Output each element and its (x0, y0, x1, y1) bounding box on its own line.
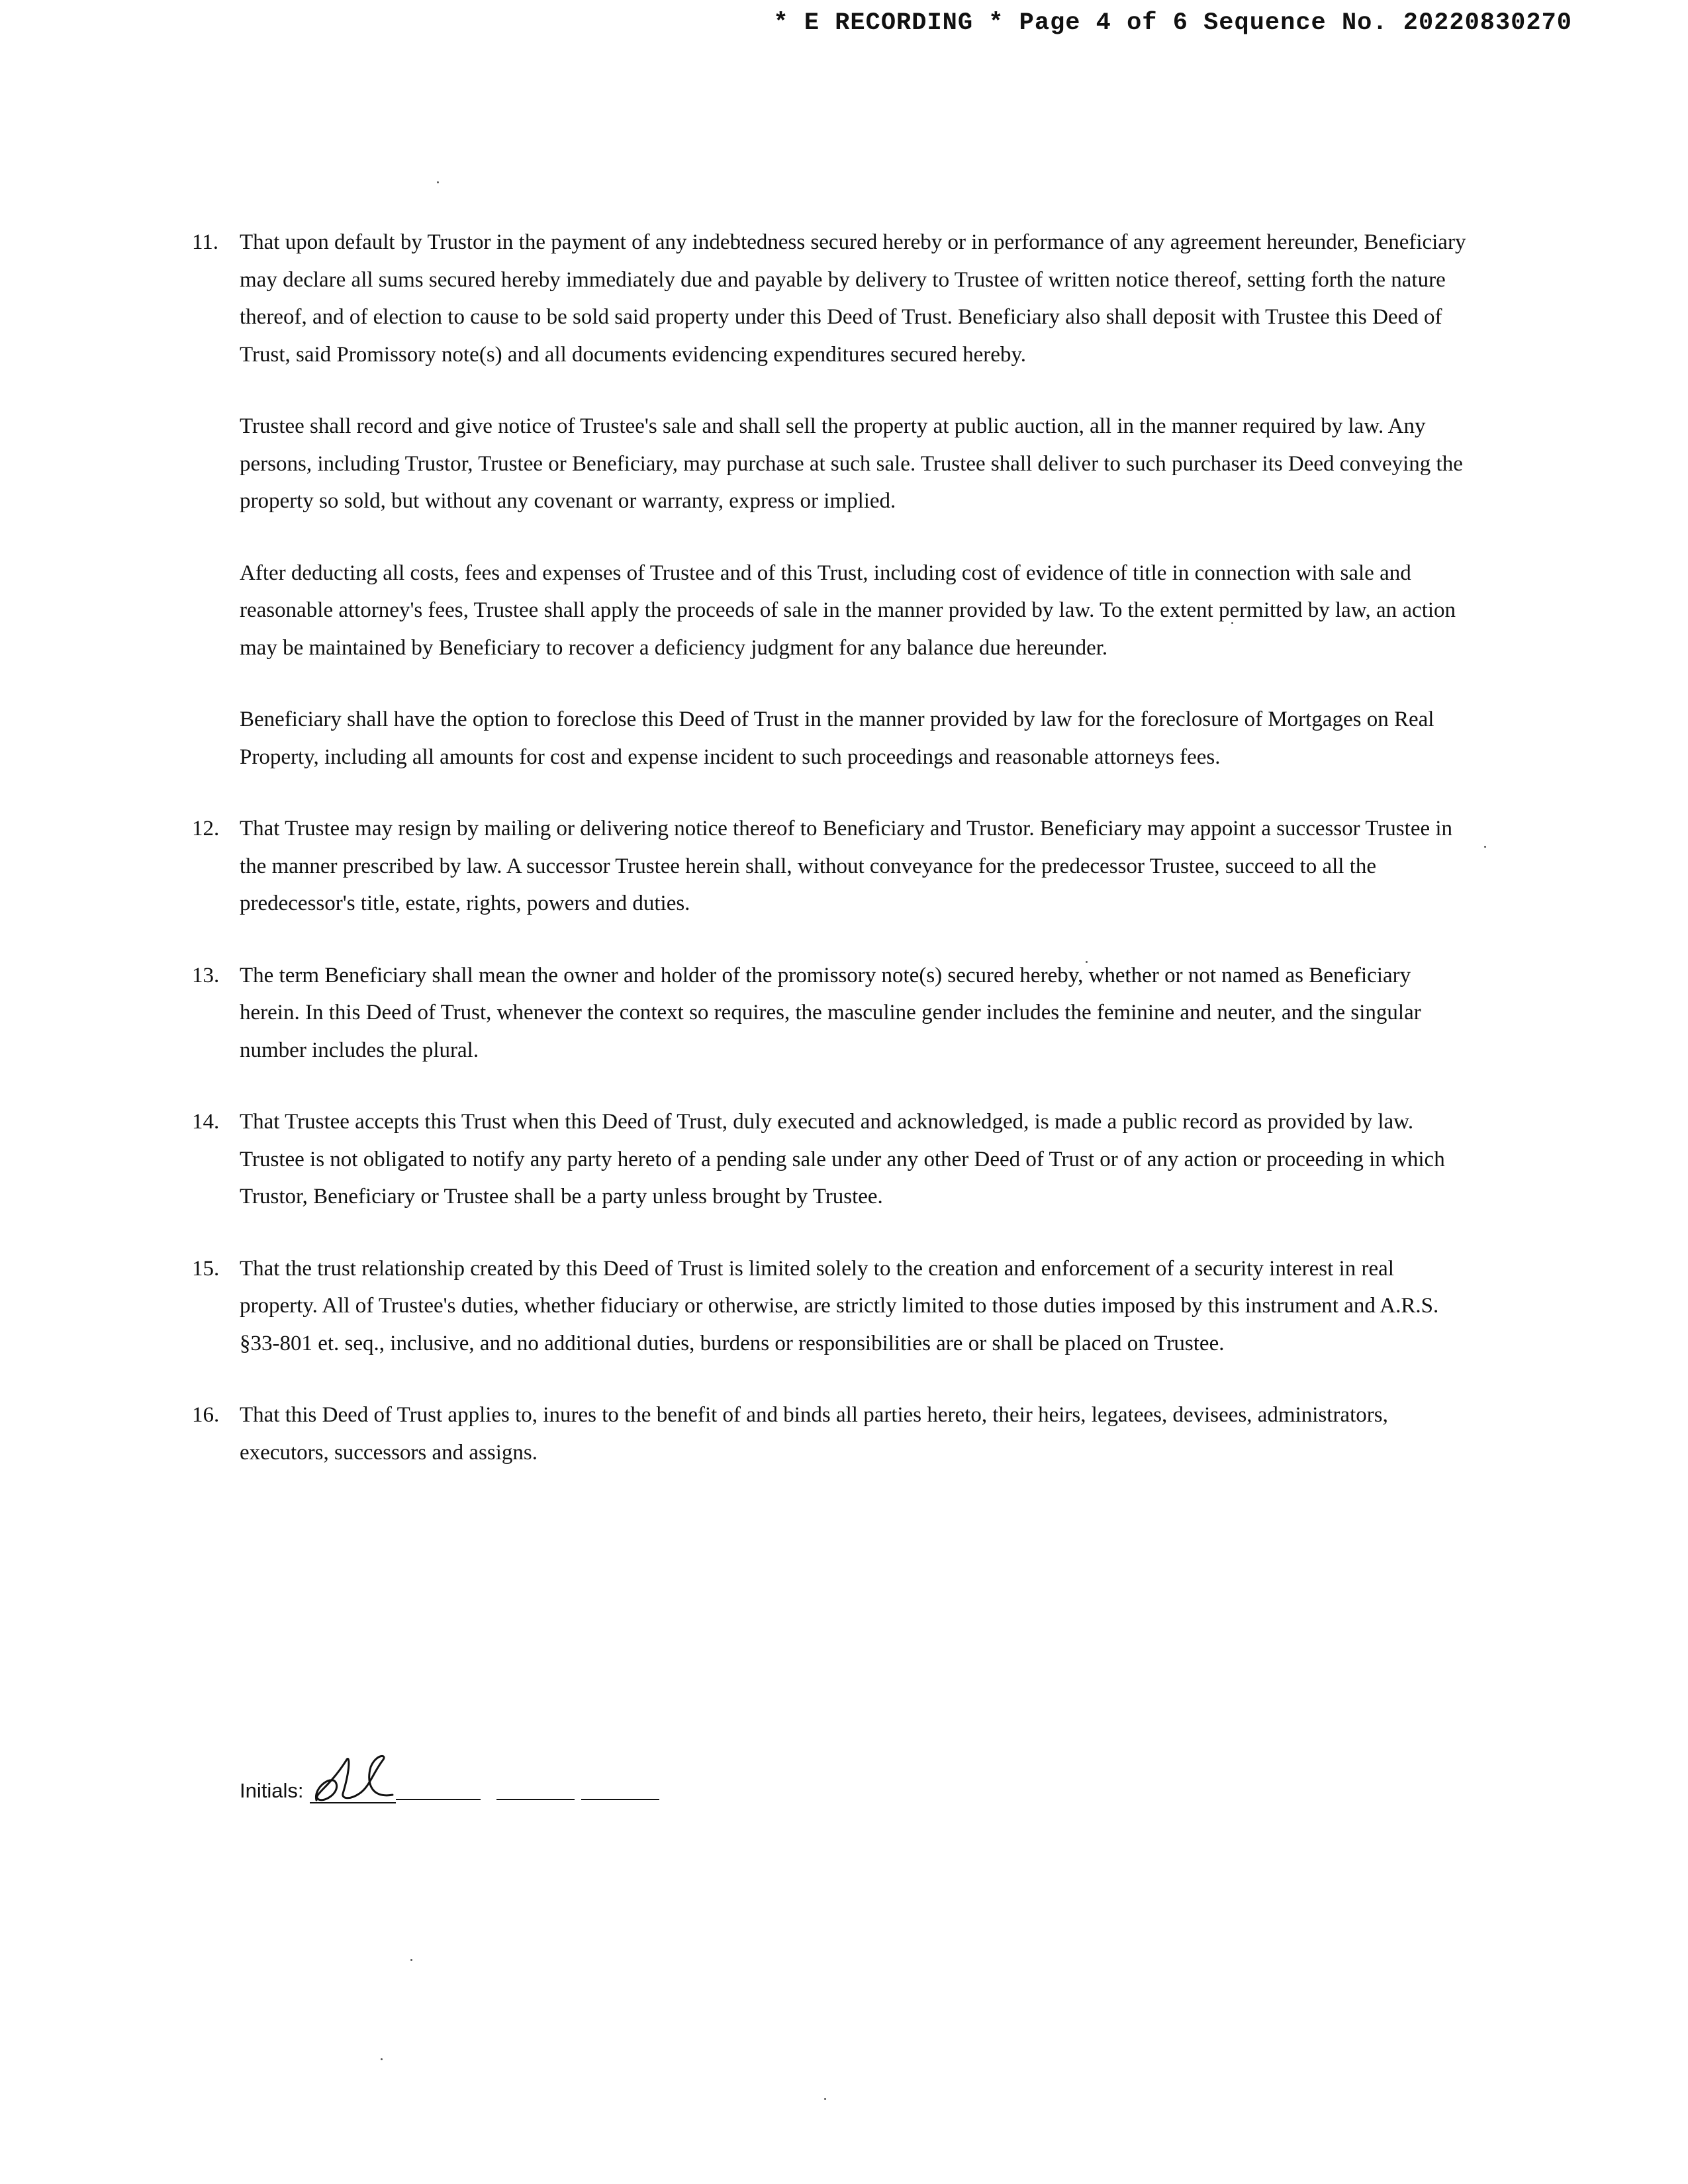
clause-number: 12. (192, 817, 220, 841)
clause-paragraph: That Trustee accepts this Trust when this Deed of Trust, duly executed and acknowledged, is made a public record as provided by law. Trustee is not obligated to notify any party hereto of a pending sale under any other Deed of Trust or of any action or proceeding in which Trustor, Beneficiary or Trustee shall be a party unless brought by Trustee. (240, 1110, 1445, 1208)
scan-speck (437, 181, 439, 183)
clause-paragraph: That the trust relationship created by this Deed of Trust is limited solely to the creation and enforcement of a security interest in real property. All of Trustee's duties, whether fiduciary or otherwise, are strictly limited to those duties imposed by this instrument and A.R.S. §33-801 et. seq., inclusive, and no additional duties, burdens or responsibilities are or shall be placed on Trustee. (240, 1256, 1439, 1355)
clause-number: 13. (192, 963, 220, 987)
recording-header: * E RECORDING * Page 4 of 6 Sequence No. 20220830270 (773, 9, 1572, 37)
clause-paragraph: Beneficiary shall have the option to foreclose this Deed of Trust in the manner provided by law for the foreclosure of Mortgages on Real Property, including all amounts for cost and expense incident to such proceedings and reasonable attorneys fees. (240, 707, 1434, 769)
scan-speck (1484, 846, 1486, 848)
clause-11-subparagraph (192, 408, 1470, 520)
initials-block (240, 1747, 659, 1807)
clause-15 (192, 1250, 1470, 1363)
clause-paragraph: That this Deed of Trust applies to, inures to the benefit of and binds all parties hereto, their heirs, legatees, devisees, administrators, executors, successors and assigns. (240, 1403, 1388, 1465)
initials-blank (396, 1798, 481, 1800)
initials-blank (496, 1798, 575, 1800)
initials-label: Initials: (240, 1779, 304, 1802)
clause-13 (192, 957, 1470, 1069)
scan-speck (410, 1959, 412, 1961)
scan-speck (1086, 961, 1088, 963)
scan-speck (1231, 622, 1233, 624)
clause-paragraph: After deducting all costs, fees and expenses of Trustee and of this Trust, including cost of evidence of title in connection with sale and reasonable attorney's fees, Trustee shall apply the proceeds of sale in the manner provided by law. To the extent permitted by law, an action may be maintained by Beneficiary to recover a deficiency judgment for any balance due hereunder. (240, 561, 1456, 660)
scan-speck (381, 2058, 383, 2060)
clause-16 (192, 1396, 1470, 1471)
initials-blank (581, 1798, 659, 1800)
clause-paragraph: That upon default by Trustor in the payment of any indebtedness secured hereby or in performance of any agreement hereunder, Beneficiary may declare all sums secured hereby immediately due and payable by delivery to Trustee of written notice thereof, setting forth the nature thereof, and of election to cause to be sold said property under this Deed of Trust. Beneficiary also shall deposit with Trustee this Deed of Trust, said Promissory note(s) and all documents evidencing expenditures secured hereby. (240, 230, 1466, 367)
handwritten-initials (310, 1747, 396, 1807)
clause-number: 16. (192, 1403, 220, 1427)
clause-number: 14. (192, 1110, 220, 1134)
handwritten-initials-icon (310, 1747, 396, 1807)
clause-11-subparagraph (192, 701, 1470, 776)
clause-12 (192, 810, 1470, 923)
clause-paragraph: Trustee shall record and give notice of Trustee's sale and shall sell the property at public auction, all in the manner required by law. Any persons, including Trustor, Trustee or Beneficiary, may purchase at such sale. Trustee shall deliver to such purchaser its Deed conveying the property so sold, but without any covenant or warranty, express or implied. (240, 414, 1463, 513)
clause-paragraph: That Trustee may resign by mailing or delivering notice thereof to Beneficiary and Trustor. Beneficiary may appoint a successor Trustee in the manner prescribed by law. A successor Trustee herein shall, without conveyance for the predecessor Trustee, succeed to all the predecessor's title, estate, rights, powers and duties. (240, 817, 1453, 915)
scan-speck (824, 2098, 826, 2100)
clause-11 (192, 224, 1470, 373)
clause-number: 11. (192, 230, 219, 254)
clause-11-subparagraph (192, 555, 1470, 667)
clause-14 (192, 1103, 1470, 1216)
clause-number: 15. (192, 1256, 220, 1281)
deed-clauses (192, 224, 1470, 1471)
clause-paragraph: The term Beneficiary shall mean the owner and holder of the promissory note(s) secured hereby, whether or not named as Beneficiary herein. In this Deed of Trust, whenever the context so requires, the masculine gender includes the feminine and neuter, and the singular number includes the plural. (240, 963, 1421, 1062)
